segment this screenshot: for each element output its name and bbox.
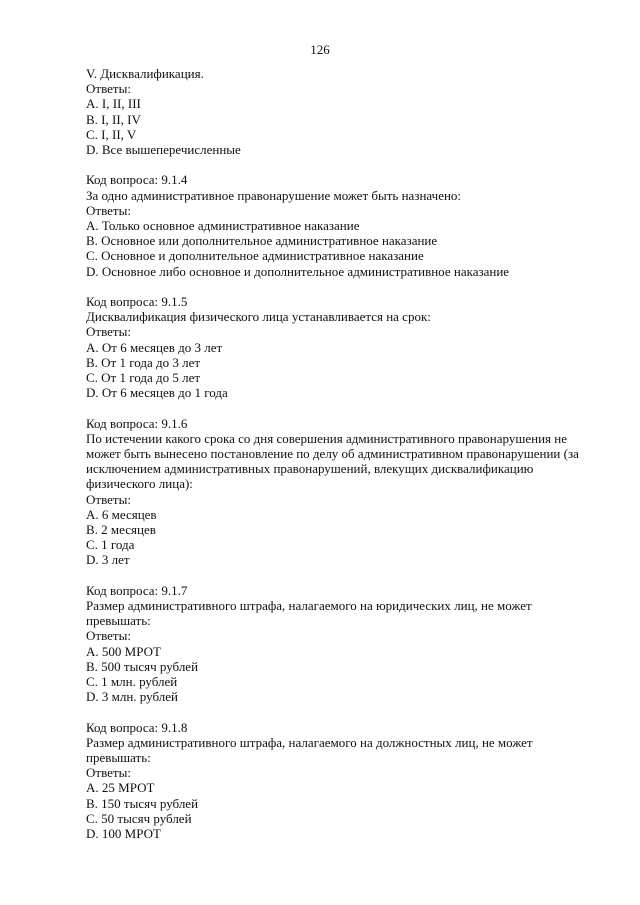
answer-option: B. От 1 года до 3 лет [86,354,201,370]
question-block [86,720,586,842]
option-item: V. Дисквалификация. [86,66,204,81]
question-block [86,294,586,400]
question-code: Код вопроса: 9.1.6 [86,415,188,431]
question-code: Код вопроса: 9.1.7 [86,582,188,598]
answer-option: D. 3 млн. рублей [86,689,178,705]
document-body [86,66,586,841]
answer-option: A. I, II, III [86,96,141,112]
answers-label: Ответы: [86,202,131,218]
answers-label: Ответы: [86,491,131,507]
answer-option: C. 1 млн. рублей [86,674,178,690]
answers-label: Ответы: [86,765,131,781]
answer-option: C. 50 тысяч рублей [86,810,192,826]
answer-option: B. Основное или дополнительное административное наказание [86,233,438,249]
question-block [86,583,586,705]
answer-option: A. От 6 месяцев до 3 лет [86,339,223,355]
answers-label: Ответы: [86,324,131,340]
answer-option: C. Основное и дополнительное административное наказание [86,248,424,264]
answer-option: A. Только основное административное наказание [86,218,360,234]
answer-option: B. 150 тысяч рублей [86,795,199,811]
question-code: Код вопроса: 9.1.8 [86,719,188,735]
answer-option: D. Все вышеперечисленные [86,142,241,158]
answers-label: Ответы: [86,628,131,644]
question-block-continued [86,66,586,157]
question-block [86,416,586,568]
answer-option: A. 500 МРОТ [86,643,161,659]
question-text: Размер административного штрафа, налагаемого на должностных лиц, не может превышать: [86,734,533,766]
answer-option: C. От 1 года до 5 лет [86,370,201,386]
question-text: Размер административного штрафа, налагаемого на юридических лиц, не может превышать: [86,598,532,629]
answer-option: A. 25 МРОТ [86,780,155,796]
answer-option: B. 2 месяцев [86,522,156,538]
question-text: Дисквалификация физического лица устанавливается на срок: [86,309,431,325]
answers-label: Ответы: [86,81,131,97]
answer-option: B. I, II, IV [86,111,141,127]
answer-option: B. 500 тысяч рублей [86,658,199,674]
page-number: 126 [310,42,330,57]
answer-option: C. I, II, V [86,126,137,142]
question-text: По истечении какого срока со дня совершения административного правонарушения не может быть вынесено постановление по делу об административном правонарушении (за исключением административных правонарушений, влекущих дисквалификацию физического лица): [86,430,579,492]
question-text: За одно административное правонарушение может быть назначено: [86,187,462,203]
answer-option: D. Основное либо основное и дополнительное административное наказание [86,263,510,279]
answer-option: A. 6 месяцев [86,506,157,522]
question-code: Код вопроса: 9.1.4 [86,172,188,188]
answer-option: D. От 6 месяцев до 1 года [86,385,228,401]
answer-option: D. 100 МРОТ [86,826,161,842]
answer-option: C. 1 года [86,537,135,553]
answer-option: D. 3 лет [86,552,130,568]
question-code: Код вопроса: 9.1.5 [86,294,188,310]
question-block [86,172,586,278]
